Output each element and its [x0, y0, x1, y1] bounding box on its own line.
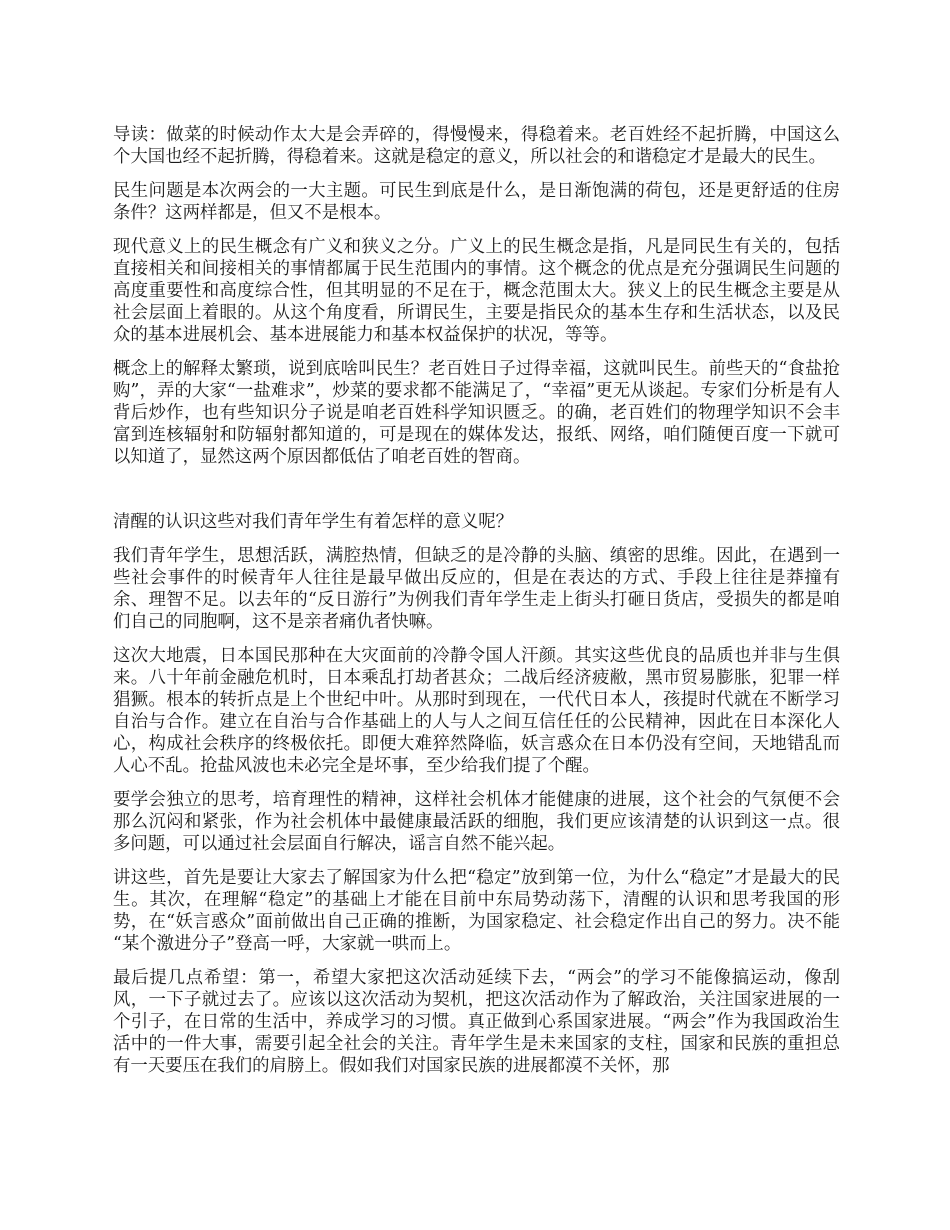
section-gap	[113, 480, 840, 511]
document-page	[113, 124, 840, 1089]
paragraph-young-students: 我们青年学生，思想活跃，满腔热情，但缺乏的是冷静的头脑、缜密的思维。因此，在遇到一些社会事件的时候青年人往往是最早做出反应的，但是在表达的方式、手段上往往是莽撞有余、理智不足。以去年的“反日游行”为例我们青年学生走上街头打砸日货店，受损失的都是咱们自己的同胞啊，这不是亲者痛仇者快嘛。	[113, 546, 840, 632]
paragraph-intro: 导读：做菜的时候动作太大是会弄碎的，得慢慢来，得稳着来。老百姓经不起折腾，中国这么个大国也经不起折腾，得稳着来。这就是稳定的意义，所以社会的和谐稳定才是最大的民生。	[113, 125, 840, 167]
paragraph-earthquake: 这次大地震，日本国民那种在大灾面前的冷静令国人汗颜。其实这些优良的品质也并非与生俱来。八十年前金融危机时，日本乘乱打劫者甚众；二战后经济疲敝，黑市贸易膨胀，犯罪一样猖獗。根本的转折点是上个世纪中叶。从那时到现在，一代代日本人，孩提时代就在不断学习自治与合作。建立在自治与合作基础上的人与人之间互信任任的公民精神，因此在日本深化人心，构成社会秩序的终极依托。即便大难猝然降临，妖言惑众在日本仍没有空间，天地错乱而人心不乱。抢盐风波也未必完全是坏事，至少给我们提了个醒。	[113, 646, 840, 776]
paragraph-salt-panic: 概念上的解释太繁琐，说到底啥叫民生？老百姓日子过得幸福，这就叫民生。前些天的“食盐抢购”，弄的大家“一盐难求”，炒菜的要求都不能满足了，“幸福”更无从谈起。专家们分析是有人背后炒作，也有些知识分子说是咱老百姓科学知识匮乏。的确，老百姓们的物理学知识不会丰富到连核辐射和防辐射都知道的，可是现在的媒体发达，报纸、网络，咱们随便百度一下就可以知道了，显然这两个原因都低估了咱老百姓的智商。	[113, 359, 840, 467]
paragraph-hopes: 最后提几点希望：第一，希望大家把这次活动延续下去，“两会”的学习不能像搞运动，像刮风，一下子就过去了。应该以这次活动为契机，把这次活动作为了解政治，关注国家进展的一个引子，在日常的生活中，养成学习的习惯。真正做到心系国家进展。“两会”作为我国政治生活中的一件大事，需要引起全社会的关注。青年学生是未来国家的支柱，国家和民族的重担总有一天要压在我们的肩膀上。假如我们对国家民族的进展都漠不关怀，那	[113, 968, 840, 1076]
paragraph-livelihood-concept: 现代意义上的民生概念有广义和狭义之分。广义上的民生概念是指，凡是同民生有关的，包括直接相关和间接相关的事情都属于民生范围内的事情。这个概念的优点是充分强调民生问题的高度重要性和高度综合性，但其明显的不足在于，概念范围太大。狭义上的民生概念主要是从社会层面上着眼的。从这个角度看，所谓民生，主要是指民众的基本生存和生活状态，以及民众的基本进展机会、基本进展能力和基本权益保护的状况，等等。	[113, 237, 840, 345]
paragraph-independent-thinking: 要学会独立的思考，培育理性的精神，这样社会机体才能健康的进展，这个社会的气氛便不会那么沉闷和紧张，作为社会机体中最健康最活跃的细胞，我们更应该清楚的认识到这一点。很多问题，可以通过社会层面自行解决，谣言自然不能兴起。	[113, 790, 840, 854]
paragraph-stability: 讲这些，首先是要让大家去了解国家为什么把“稳定”放到第一位，为什么“稳定”才是最大的民生。其次，在理解“稳定”的基础上才能在目前中东局势动荡下，清醒的认识和思考我国的形势，在“妖言惑众”面前做出自己正确的推断，为国家稳定、社会稳定作出自己的努力。决不能 “某个激进分子”登高一呼，大家就一哄而上。	[113, 868, 840, 954]
paragraph-livelihood-question: 民生问题是本次两会的一大主题。可民生到底是什么，是日渐饱满的荷包，还是更舒适的住房条件？这两样都是，但又不是根本。	[113, 181, 840, 223]
paragraph-question-students: 清醒的认识这些对我们青年学生有着怎样的意义呢？	[113, 512, 513, 532]
